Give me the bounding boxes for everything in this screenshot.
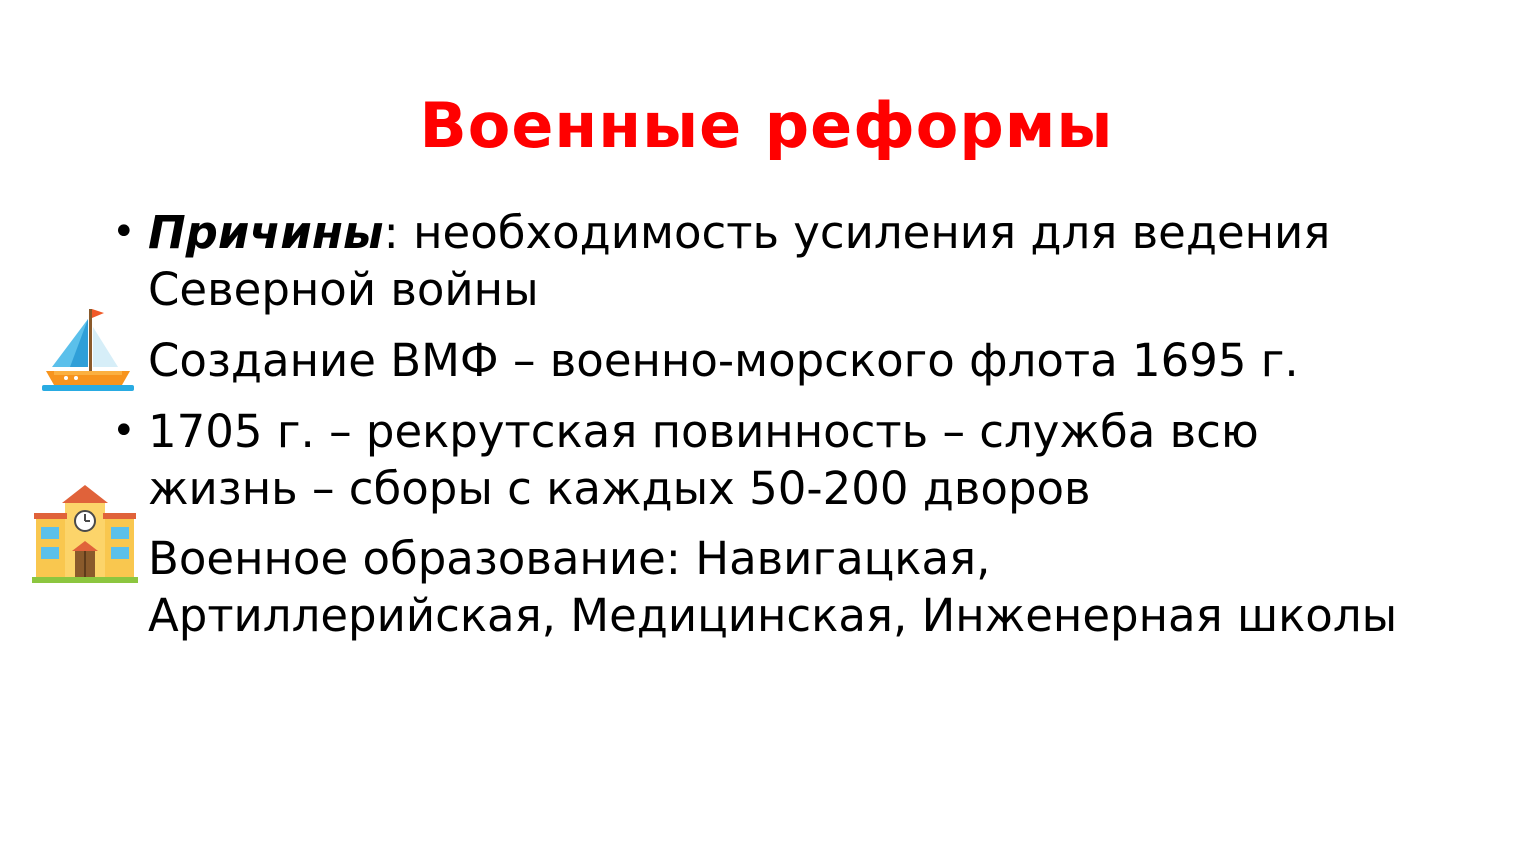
list-item-causes — [148, 204, 1408, 318]
causes-separator: : — [383, 206, 399, 259]
school-building-icon — [32, 483, 138, 583]
bullet-marker: • — [112, 209, 136, 255]
list-item-education: Военное образование: Навигацкая, Артиллерийская, Медицинская, Инженерная школы — [148, 532, 1398, 642]
bullet-marker: • — [112, 408, 136, 454]
causes-label: Причины — [148, 206, 384, 259]
list-item-conscription: 1705 г. – рекрутская повинность – служба всю жизнь – сборы с каждых 50-200 дворов — [148, 405, 1259, 515]
slide-title: Военные реформы — [419, 89, 1114, 162]
sailboat-icon — [38, 305, 138, 393]
list-item-navy: Создание ВМФ – военно-морского флота 1695 г. — [148, 334, 1299, 387]
causes-text: необходимость усиления для ведения Северной войны — [148, 206, 1331, 316]
